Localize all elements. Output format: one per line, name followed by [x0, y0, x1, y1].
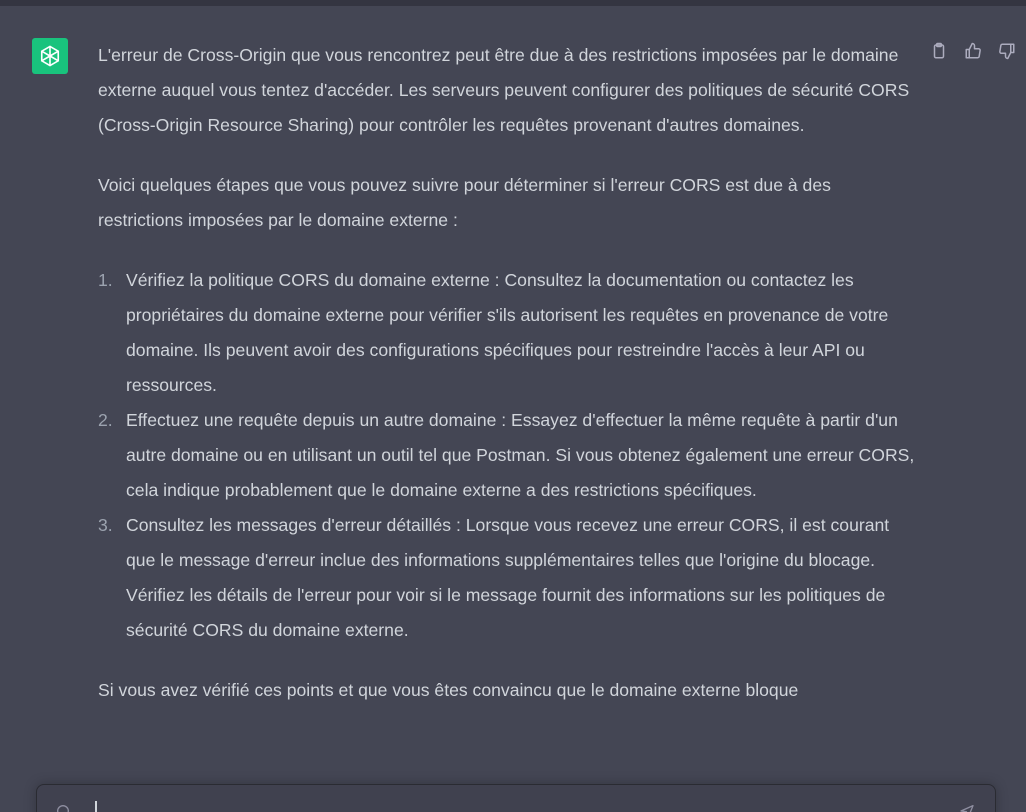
- message-paragraph: L'erreur de Cross-Origin que vous rencontrez peut être due à des restrictions imposées par le domaine externe auquel vous tentez d'accéder. Les serveurs peuvent configurer des politiques de sécurité CORS (Cross-Origin Resource Sharing) pour contrôler les requêtes provenant d'autres domaines.: [98, 45, 910, 135]
- assistant-avatar: [32, 38, 68, 74]
- list-item: [98, 403, 918, 508]
- list-item-text: Vérifiez la politique CORS du domaine externe : Consultez la documentation ou contactez les propriétaires du domaine externe pour vérifier s'ils autorisent les requêtes en provenance de votre domaine. Ils peuvent avoir des configurations spécifiques pour restreindre l'accès à leur API ou ressources.: [126, 270, 889, 395]
- text-cursor: [95, 801, 97, 812]
- thumbs-down-icon: [998, 42, 1016, 60]
- copy-button[interactable]: [928, 40, 950, 62]
- refresh-icon: [55, 803, 71, 812]
- thumbs-up-button[interactable]: [962, 40, 984, 62]
- list-item: [98, 508, 918, 648]
- list-item-number: 3.: [98, 515, 113, 535]
- openai-logo-icon: [37, 43, 63, 69]
- message-input-box[interactable]: [36, 784, 996, 812]
- message-actions: [928, 40, 1018, 62]
- list-item-number: 2.: [98, 410, 113, 430]
- assistant-message: [0, 6, 1026, 812]
- message-paragraph: Voici quelques étapes que vous pouvez suivre pour déterminer si l'erreur CORS est due à des restrictions imposées par le domaine externe :: [98, 175, 831, 230]
- steps-list: [98, 263, 918, 648]
- thumbs-up-icon: [964, 42, 982, 60]
- message-paragraph: Si vous avez vérifié ces points et que vous êtes convaincu que le domaine externe bloque: [98, 680, 799, 700]
- list-item-number: 1.: [98, 270, 113, 290]
- send-icon[interactable]: [959, 803, 975, 812]
- thumbs-down-button[interactable]: [996, 40, 1018, 62]
- list-item-text: Effectuez une requête depuis un autre domaine : Essayez d'effectuer la même requête à partir d'un autre domaine ou en utilisant un outil tel que Postman. Si vous obtenez également une erreur CORS, cela indique probablement que le domaine externe a des restrictions spécifiques.: [126, 410, 915, 500]
- clipboard-icon: [930, 42, 948, 60]
- list-item-text: Consultez les messages d'erreur détaillés : Lorsque vous recevez une erreur CORS, il est courant que le message d'erreur inclue des informations supplémentaires telles que l'origine du blocage. Vérifiez les détails de l'erreur pour voir si le message fournit des informations sur les politiques de sécurité CORS du domaine externe.: [126, 515, 890, 640]
- message-content: [98, 38, 918, 733]
- list-item: [98, 263, 918, 403]
